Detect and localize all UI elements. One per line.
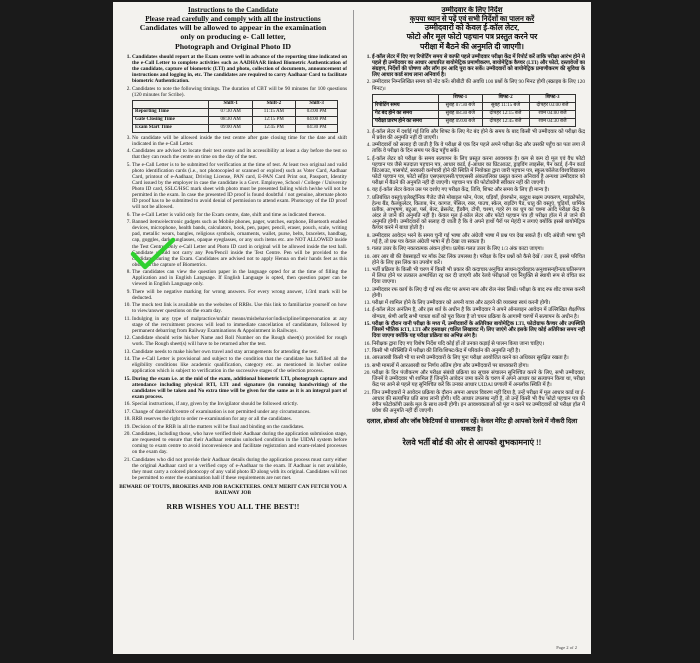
en-instruction-4: 4. Candidates are advised to locate their test centre and its accessibility at least a day before the test so that they can reach the centre on time on the day of the test.: [132, 148, 347, 160]
en-timing-table: [132, 100, 338, 133]
en-title-line-2: only on producing e- Call letter,: [180, 32, 286, 42]
en-instruction-21: 21. Candidates who did not provide their Aadhaar details during the application process must carry either the original Aadhaar card or a verified copy of e-Aadhaar to the exam. If Aadhaar is not available, they must carry a colored photocopy of any valid photo ID along with its original. Candidates will not be permitted to enter the examination hall if these requirements are not met.: [132, 457, 347, 481]
en-instruction-12: 12. Candidate should write his/her Name and Roll Number on the Rough sheet(s) provided for rough work. The Rough sheet(s) will have to be returned after the test.: [132, 335, 347, 347]
en-instruction-2-text: Candidates to note the following timings. The duration of CBT will be 90 minutes for 100 questions (120 minutes for Scribe).: [132, 85, 347, 98]
table-cell: 11:15 AM: [252, 108, 295, 116]
table-row: [373, 110, 576, 118]
en-instruction-5: 5. The e-Call Letter is to be submitted for verification at the time of test. At least two original and valid photo identification cards (i.e., not photocopied or scanned or expired) such as Voter Card, Aadhaar Card, printout of e-Aadhaar, Driving License, PAN card, E-PAN Card Print out, Passport, Identity Card issued by the employer in case the candidate is a Govt. Employee, School / College / University Photo ID card, SSLC/HSC mark sheet with photo must be presented failing which he/she will not be permitted in the exam. In case the presented ID proof is found doubtful / not genuine, alternate photo ID proof has to be submitted to avoid denial of permission to attend exam. Photocopy of the ID proof will not be allowed.: [132, 162, 347, 211]
en-instruction-1: 1. Candidates should report at the Exam centre well in advance of the reporting time indicated on the e-Call Letter to complete activities such as AADHAAR linked Biometric Authentication of the candidate, capture of biometric (LTI) and photo, collection of documents, announcement of instructions and logging in, etc. The candidates are required to carry Aadhaar Card to facilitate biometric Authentication.: [132, 54, 347, 84]
hi-title-line-3: परीक्षा में बैठने की अनुमति दी जाएगी।: [420, 41, 524, 51]
hi-title-line-2: फोटो और मूल फोटो पहचान पत्र प्रस्तुत करने पर: [406, 32, 538, 42]
table-row-label: Gate Closing Time: [133, 116, 209, 124]
hi-instruction-11: 11. भर्ती प्रक्रिया के किसी भी चरण में किसी भी प्रकार की कदाचार/अनुचित साधन/दुर्व्यवहार/अनुशासनहीनता/प्रतिरूपण में लिप्त होने पर तत्काल अभ्यर्थिता रद्द कर दी जाएगी और रेलवे परीक्षाओं एवं नियुक्ति से स्थायी रूप से वंचित कर दिया जाएगा।: [372, 267, 585, 285]
table-corner: [373, 94, 439, 102]
table-header-shift-1: शिफ्ट-1: [438, 94, 482, 102]
table-cell: 04:30 PM: [295, 124, 337, 132]
hi-instruction-list: [359, 54, 585, 414]
table-header-shift-1: Shift-1: [209, 100, 252, 108]
hi-instruction-20: 20. परीक्षा के दिन पंजीकरण और परीक्षा संबंधी प्रक्रिया का सुचारु संचालन सुनिश्चित करने के लिए, सभी उम्मीदवार, जिनमें वे उम्मीदवार भी शामिल हैं जिन्होंने आवेदन जमा करने के चरण में अपने आधार का सत्यापन किया था, परीक्षा केंद्र पर आने से पहले यह सुनिश्चित करें कि उनका आधार UIDAI प्रणाली में अनलॉक स्थिति में है।: [372, 370, 585, 388]
en-title-line-3: Photograph and Original Photo ID: [174, 41, 292, 51]
table-row: [133, 116, 338, 124]
table-row-label: Reporting Time: [133, 108, 209, 116]
hi-instruction-2: [372, 79, 585, 126]
table-cell: 03:00 PM: [295, 108, 337, 116]
table-header-row: [133, 100, 338, 108]
hi-instruction-10: 10. आर आर बी की वेबसाइटों पर मॉक टेस्ट लिंक उपलब्ध है। परीक्षा के दिन प्रश्नों को कैसे देखें / उत्तर दें, इससे परिचित होने के लिए इस लिंक का उपयोग करें।: [372, 254, 585, 266]
table-corner: [133, 100, 209, 108]
table-cell: सुबह 11:15 बजे: [482, 102, 529, 110]
table-cell: 07:30 AM: [209, 108, 252, 116]
table-row-label: परीक्षा प्रारंभ होने का समय: [373, 118, 439, 126]
table-cell: दोपहर 03:00 बजे: [529, 102, 576, 110]
hi-instruction-14: 14. ई-कॉल लेटर अनंतिम है, और इस शर्त के अधीन है कि उम्मीदवार ने अपने ऑनलाइन आवेदन में उल्लिखित शैक्षणिक योग्यता, श्रेणी आदि सभी पात्रता शर्तों को पूरा किया है जो चयन प्रक्रिया के आगामी चरणों में सत्यापन के अधीन है।: [372, 307, 585, 319]
hi-instruction-19: 19. सभी मामलों में आरआरबी का निर्णय अंतिम होगा और उम्मीदवारों पर बाध्यकारी होगा।: [372, 363, 585, 369]
table-cell: 09:00 AM: [209, 124, 252, 132]
hi-instruction-4: 4. उम्मीदवारों को सलाह दी जाती है कि वे परीक्षा से एक दिन पहले अपने परीक्षा केंद्र और उसकी पहुँच का पता लगा लें ताकि वे परीक्षा के दिन समय पर केंद्र पहुँच सकें।: [372, 142, 585, 154]
hi-instruction-12: 12. उम्मीदवार रफ कार्य के लिए दी गई रफ शीट पर अपना नाम और रोल नंबर लिखें। परीक्षा के बाद रफ शीट वापस करनी होगी।: [372, 287, 585, 299]
table-header-row: [373, 94, 576, 102]
table-cell: शाम 04:30 बजे: [529, 118, 576, 126]
hi-instruction-1: 1. ई-कॉल लेटर में दिए गए रिपोर्टिंग समय से काफी पहले उम्मीदवार परीक्षा केंद्र में रिपोर्ट करें ताकि परीक्षा आरंभ होने से पहले ही उम्मीदवार का आधार आधारित बायोमेट्रिक प्रमाणीकरण, बायोमेट्रिक कैप्चर (LTI) और फोटो, दस्तावेजों का संग्रहण, निर्देशों की घोषणा और लॉग इन आदि पूरा कर सकें। उम्मीदवारों को बायोमेट्रिक प्रमाणीकरण की सुविधा के लिए आधार कार्ड साथ लाना अनिवार्य है।: [372, 54, 585, 78]
en-instruction-3: 3. No candidate will be allowed inside the test centre after gate closing time for the date and shift indicated in the e-Call Letter.: [132, 135, 347, 147]
table-row-label: Exam Start Time: [133, 124, 209, 132]
en-instruction-13: 13. Candidate needs to make his/her own travel and stay arrangements for attending the test.: [132, 349, 347, 355]
hi-instruction-17: 17. किसी भी परिस्थिति में परीक्षा की तिथि/शिफ्ट/केंद्र में परिवर्तन की अनुमति नहीं है।: [372, 348, 585, 354]
page-number: Page 2 of 2: [556, 645, 577, 650]
hi-instruction-2-text: उम्मीदवार निम्नलिखित समय को नोट करें। सीबीटी की अवधि 100 प्रश्नों के लिए 90 मिनट होगी (स्क्राइब के लिए 120 मिनट)।: [372, 79, 585, 92]
table-cell: 04:00 PM: [295, 116, 337, 124]
hi-instruction-13: 13. परीक्षा में शामिल होने के लिए उम्मीदवार को अपनी यात्रा और ठहरने की व्यवस्था स्वयं करनी होगी।: [372, 300, 585, 306]
table-cell: सुबह 07:30 बजे: [438, 102, 482, 110]
en-instruction-2: [132, 86, 347, 133]
en-instruction-19: 19. Decision of the RRB in all the matters will be final and binding on the candidates.: [132, 424, 347, 430]
en-subheading: Please read carefully and comply with all the instructions: [145, 14, 321, 23]
table-cell: सुबह 08:30 बजे: [438, 110, 482, 118]
en-instruction-14: 14. The e-Call Letter is provisional and subject to the condition that the candidate has fulfilled all the eligibility conditions like academic qualification, category etc. as mentioned in his/her online application which is subject to verification in the successive stages of the selection process.: [132, 356, 347, 374]
hi-footer-wish: रेलवे भर्ती बोर्ड की ओर से आपको शुभकामनाएं !!: [402, 438, 542, 448]
hi-instruction-6: 6. यह ई-कॉल लेटर केवल उस पर दर्शाए गए परीक्षा केंद्र, तिथि, शिफ्ट और समय के लिए ही मान्य है।: [372, 187, 585, 193]
en-footer-warning: BEWARE OF TOUTS, BROKERS AND JOB RACKETEERS. ONLY MERIT CAN FETCH YOU A RAILWAY JOB: [119, 484, 347, 497]
table-cell: दोपहर 12:45 बजे: [482, 118, 529, 126]
en-instruction-11: 11. Indulging in any type of malpractice/unfair means/misbehavior/indiscipline/impersonation at any stage of the recruitment process will lead to immediate cancellation of candidature, followed by permanent debarring from Railway Examinations & Appointment in Railways.: [132, 316, 347, 334]
table-row: [133, 108, 338, 116]
table-cell: सुबह 09:00 बजे: [438, 118, 482, 126]
column-divider: [353, 10, 354, 640]
en-instruction-17: 17. Change of date/shift/centre of examination is not permitted under any circumstances.: [132, 409, 347, 415]
en-instruction-20: 20. Candidates, including those, who have verified their Aadhaar during the application submission stage, are requested to ensure that their Aadhaar remains unlocked condition in the UIDAI system before coming to exam centre to avoid inconvenience and facilitate registration and exam-related processes on the exam day.: [132, 431, 347, 455]
table-header-shift-2: Shift-2: [252, 100, 295, 108]
en-instruction-9: 9. There will be negative marking for wrong answers. For every wrong answer, 1/3rd mark will be deducted.: [132, 289, 347, 301]
table-header-shift-3: Shift-3: [295, 100, 337, 108]
hi-subheading: कृपया ध्यान से पढ़ें एवं सभी निर्देशों का पालन करें: [409, 14, 535, 23]
hi-instruction-9: 9. गलत उत्तर के लिए नकारात्मक अंकन होगा। प्रत्येक गलत उत्तर के लिए 1/3 अंक काटा जाएगा।: [372, 246, 585, 252]
table-row: [373, 102, 576, 110]
green-checkmark-icon: [130, 236, 176, 272]
hi-instruction-18: 18. आरआरबी किसी भी या सभी उम्मीदवारों के लिए पुनः परीक्षा आयोजित करने का अधिकार सुरक्षित रखता है।: [372, 355, 585, 361]
hi-title-line-1: उम्मीदवारों को केवल ई-कॉल लेटर,: [424, 23, 520, 33]
en-footer-wish: RRB WISHES YOU ALL THE BEST!!: [166, 501, 300, 511]
hi-instruction-21: 21. जिन उम्मीदवारों ने आवेदन प्रक्रिया के दौरान अपना आधार विवरण नहीं दिया है, उन्हें परीक्षा में मूल आधार कार्ड या ई-आधार की सत्यापित प्रति साथ लानी होगी। यदि आधार उपलब्ध नहीं है, तो उन्हें किसी भी वैध फोटो पहचान पत्र की रंगीन फोटोकॉपी उसके मूल के साथ लानी होगी। इन आवश्यकताओं को पूरा न करने पर उम्मीदवारों को परीक्षा हॉल में प्रवेश की अनुमति नहीं दी जाएगी।: [372, 390, 585, 414]
hindi-column: [359, 6, 585, 648]
en-instruction-8: 8. The candidates can view the question paper in the language opted for at the time of filling the Application and in English Language. If English Language is opted, then question paper can be viewed in English Language only.: [132, 269, 347, 287]
table-cell: 12:45 PM: [252, 124, 295, 132]
table-row-label: रिपोर्टिंग समय: [373, 102, 439, 110]
hi-heading: उम्मीदवार के लिए निर्देश: [441, 6, 503, 14]
en-title-line-1: Candidates will be allowed to appear in the examination: [139, 23, 327, 33]
instruction-sheet: [113, 2, 591, 654]
hi-instruction-5: 5. ई-कॉल लेटर को परीक्षा के समय सत्यापन के लिए प्रस्तुत करना आवश्यक है। कम से कम दो मूल एवं वैध फोटो पहचान पत्र जैसे मतदाता पहचान पत्र, आधार कार्ड, ई-आधार का प्रिंटआउट, ड्राइविंग लाइसेंस, पैन कार्ड, ई-पैन कार्ड प्रिंटआउट, पासपोर्ट, सरकारी कर्मचारी होने की स्थिति में नियोक्ता द्वारा जारी पहचान पत्र, स्कूल/कॉलेज/विश्वविद्यालय फोटो पहचान पत्र, फोटो सहित एसएसएलसी/एचएससी अंकतालिका प्रस्तुत करना अनिवार्य है अन्यथा उम्मीदवार को परीक्षा में बैठने की अनुमति नहीं दी जाएगी। पहचान पत्र की फोटोकॉपी स्वीकार नहीं की जाएगी।: [372, 156, 585, 186]
hi-instruction-15: 15. परीक्षा के दौरान यानी परीक्षा के मध्य में, उम्मीदवारों के अतिरिक्त बायोमेट्रिक LTI, फोटोग्राफ कैप्चर और उपस्थिति जिसमें भौतिक RTI, LTI और हस्ताक्षर (चलित लिखावट में) लिए जाएंगे और इसके लिए कोई अतिरिक्त समय नहीं दिया जाएगा क्योंकि यह परीक्षा प्रक्रिया का अभिन्न अंग है।: [372, 321, 585, 339]
table-header-shift-3: शिफ्ट-3: [529, 94, 576, 102]
hi-instruction-3: 3. ई-कॉल लेटर में दर्शाई गई तिथि और शिफ्ट के लिए गेट बंद होने के समय के बाद किसी भी उम्मीदवार को परीक्षा केंद्र में प्रवेश की अनुमति नहीं दी जाएगी।: [372, 129, 585, 141]
en-instruction-6: 6. The e-Call Letter is valid only for the Exam centre, date, shift and time as indicated thereon.: [132, 212, 347, 218]
table-cell: शाम 04:00 बजे: [529, 110, 576, 118]
hi-instruction-16: 16. निरीक्षक द्वारा दिए गए विशेष निर्देश यदि कोई हों तो उनका कड़ाई से पालन किया जाना चाहिए।: [372, 341, 585, 347]
hi-instruction-7: 7. प्रतिबंधित वस्तुएं/इलेक्ट्रॉनिक गैजेट जैसे मोबाइल फोन, पेजर, घड़ियाँ, ईयरफोन, ब्लूटूथ सक्षम उपकरण, माइक्रोफोन, हेल्थ बैंड, कैलकुलेटर, किताब, पेन, कागज, पेंसिल, रबर, पाउच, स्केल, राइटिंग पैड, धातु की वस्तुएं, चूड़ियाँ, धार्मिक प्रतीक, आभूषण, बटुआ, पर्स, बेल्ट, ब्रेसलेट, हैंडबैग, टोपी, चश्मा, गहरे रंग का धूप का चश्मा आदि परीक्षा केंद्र के अंदर ले जाने की अनुमति नहीं है। केवल मूल ई-कॉल लेटर और फोटो पहचान पत्र ही परीक्षा हॉल में ले जाने की अनुमति होगी। उम्मीदवारों को सलाह दी जाती है कि वे अपने हाथों पैरों पर मेहंदी न लगाएं क्योंकि इससे बायोमेट्रिक कैप्चर करने में बाधा होती है।: [372, 195, 585, 232]
hi-timing-table: [372, 94, 576, 127]
english-column: [119, 6, 347, 648]
en-instruction-15: 15. During the exam i.e. at the mid of the exam, additional biometric LTI, photograph capture and attendance including physical RTI, LTI and signature (in running handwriting) of the candidates will be taken and No extra time will be given for the same as it is an integral part of exam process.: [132, 376, 347, 400]
en-instruction-7: 7. Banned items/electronic gadgets such as Mobile phones, pager, watches, earphone, Bluetooth enabled devices, microphone, health bands, calculators, book, pen, paper, pencil, eraser, pouch, scale, writing pad, metallic wears, bangles, religious symbols, ornaments, wallet, purse, belts, bracelets, handbag, cap, goggles, dark sunglasses, opaque eyeglasses, or any such items etc. are NOT ALLOWED inside the Test Centre. Only e-Call Letter and Photo ID card in original will be allowed inside the test hall. Candidate should not carry any Pen/Pencil inside the Test Centre. Pen will be provided to the candidates during the Exam. Candidates are advised not to apply Henna on their hands feet as this obstructs the capture of Biometrics.: [132, 219, 347, 268]
en-instruction-16: 16. Special instructions, if any, given by the Invigilator should be followed strictly.: [132, 401, 347, 407]
table-cell: दोपहर 12:15 बजे: [482, 110, 529, 118]
table-row: [373, 118, 576, 126]
hi-footer-warning: दलाल, ब्रोकर्स और जॉब रैकेटियर्स से सावधान रहें। केवल मेरिट ही आपको रेलवे में नौकरी दिला सकता है।: [366, 418, 578, 433]
table-header-shift-2: शिफ्ट-2: [482, 94, 529, 102]
en-instruction-18: 18. RRB reserves the right to order re-examination for any or all the candidates.: [132, 416, 347, 422]
table-cell: 08:30 AM: [209, 116, 252, 124]
en-instruction-10: 10. The mock test link is available on the websites of RRBs. Use this link to familiarize yourself on how to view/answer questions on the exam day.: [132, 302, 347, 314]
hi-instruction-8: 8. उम्मीदवार आवेदन भरने के समय चुनी गई भाषा और अंग्रेजी भाषा में प्रश्न पत्र देख सकते हैं। यदि अंग्रेजी भाषा चुनी गई है, तो प्रश्न पत्र केवल अंग्रेजी भाषा में ही देखा जा सकता है।: [372, 233, 585, 245]
table-row: [133, 124, 338, 132]
table-cell: 12:15 PM: [252, 116, 295, 124]
table-row-label: गेट बंद होने का समय: [373, 110, 439, 118]
en-heading: Instructions to the Candidate: [187, 6, 279, 14]
